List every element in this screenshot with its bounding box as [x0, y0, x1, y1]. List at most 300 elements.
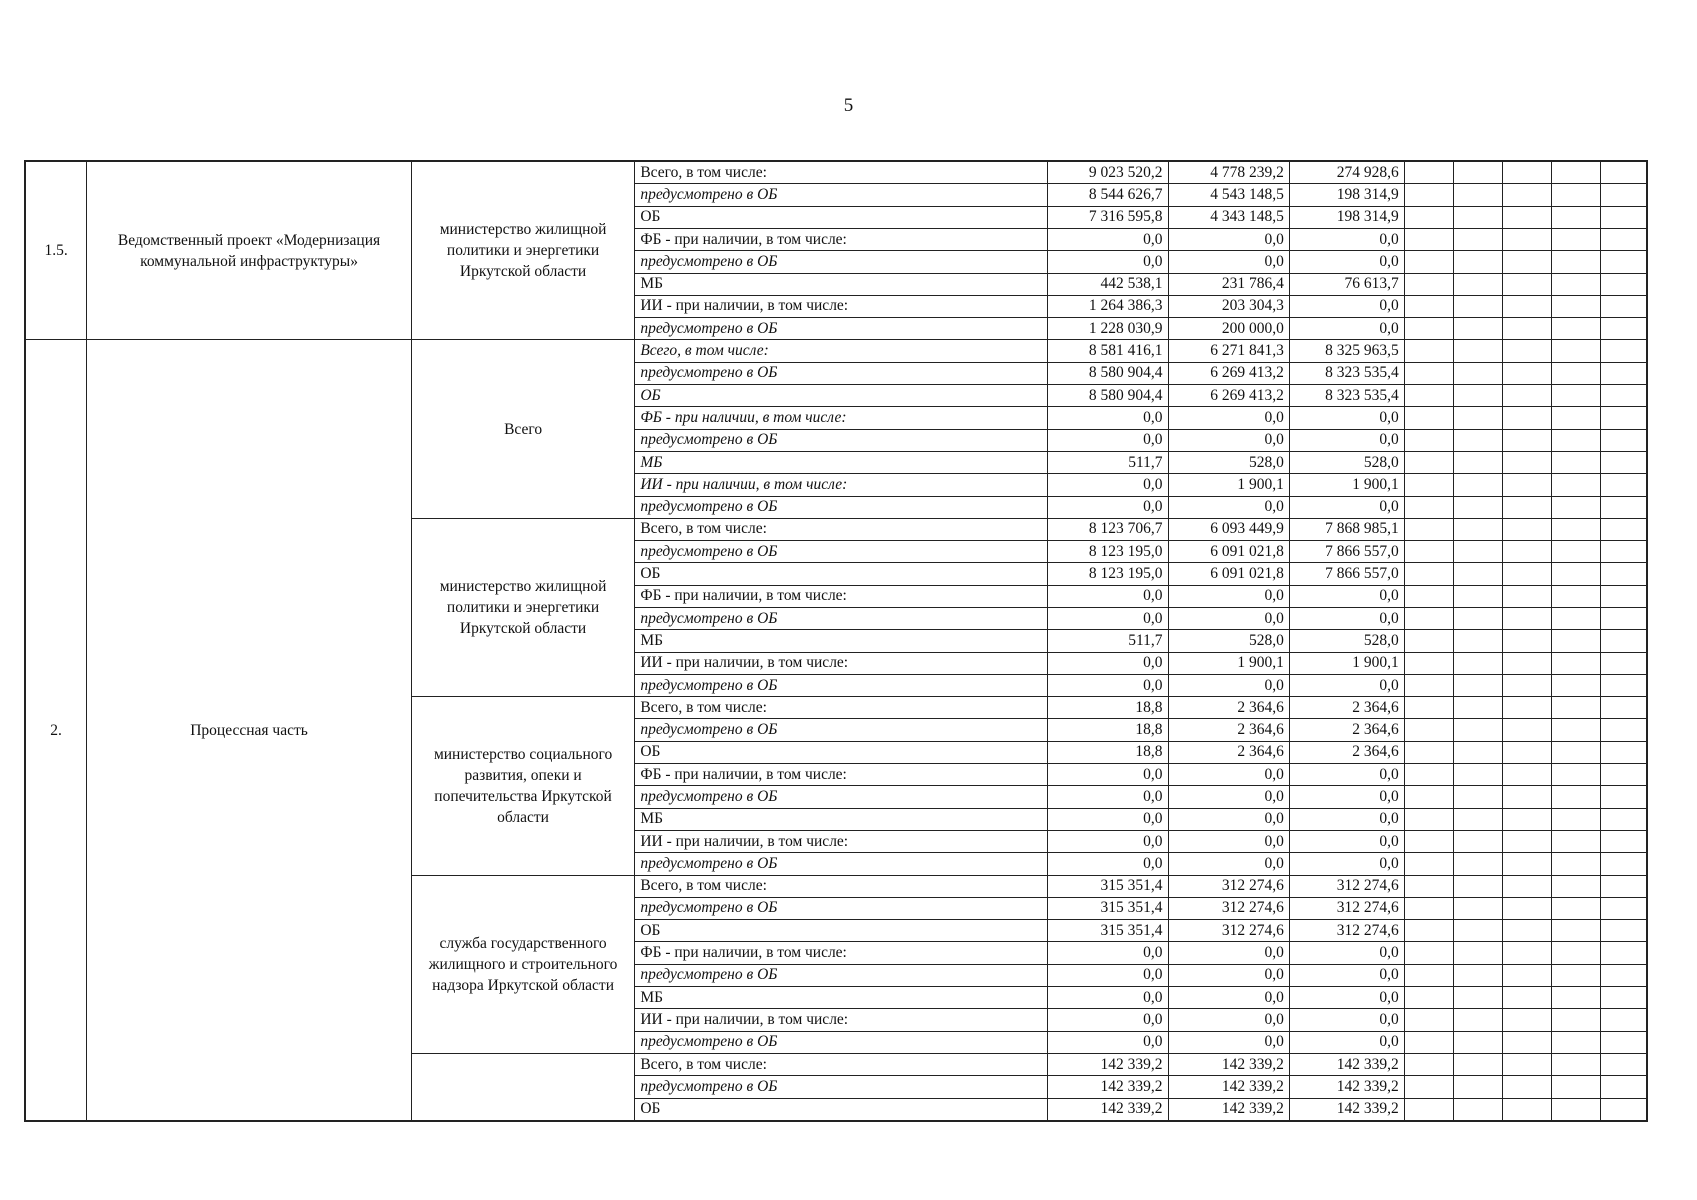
empty-cell [1453, 741, 1502, 763]
amount-year-1: 8 580 904,4 [1048, 385, 1168, 407]
amount-year-3: 0,0 [1289, 228, 1404, 250]
amount-year-3: 1 900,1 [1289, 652, 1404, 674]
amount-year-1: 0,0 [1048, 1009, 1168, 1031]
empty-cell [1600, 385, 1647, 407]
empty-cell [1502, 206, 1551, 228]
funding-source-label: МБ [635, 630, 1048, 652]
empty-cell [1453, 340, 1502, 362]
funding-source-label: предусмотрено в ОБ [635, 1076, 1048, 1098]
empty-cell [1453, 674, 1502, 696]
empty-cell [1453, 429, 1502, 451]
empty-cell [1404, 184, 1453, 206]
amount-year-3: 142 339,2 [1289, 1076, 1404, 1098]
empty-cell [1600, 251, 1647, 273]
empty-cell [1600, 741, 1647, 763]
empty-cell [1453, 228, 1502, 250]
amount-year-1: 18,8 [1048, 719, 1168, 741]
funding-source-label: ОБ [635, 741, 1048, 763]
funding-source-label: ФБ - при наличии, в том числе: [635, 942, 1048, 964]
amount-year-1: 0,0 [1048, 830, 1168, 852]
empty-cell [1453, 920, 1502, 942]
amount-year-3: 528,0 [1289, 630, 1404, 652]
amount-year-3: 7 868 985,1 [1289, 518, 1404, 540]
amount-year-1: 511,7 [1048, 451, 1168, 473]
empty-cell [1453, 206, 1502, 228]
empty-cell [1404, 518, 1453, 540]
amount-year-3: 0,0 [1289, 786, 1404, 808]
funding-source-label: Всего, в том числе: [635, 875, 1048, 897]
amount-year-2: 142 339,2 [1168, 1098, 1289, 1121]
amount-year-2: 2 364,6 [1168, 697, 1289, 719]
amount-year-2: 312 274,6 [1168, 920, 1289, 942]
amount-year-1: 0,0 [1048, 585, 1168, 607]
funding-source-label: ИИ - при наличии, в том числе: [635, 295, 1048, 317]
empty-cell [1404, 741, 1453, 763]
empty-cell [1502, 228, 1551, 250]
empty-cell [1502, 451, 1551, 473]
empty-cell [1502, 897, 1551, 919]
amount-year-3: 0,0 [1289, 251, 1404, 273]
empty-cell [1453, 630, 1502, 652]
amount-year-2: 0,0 [1168, 429, 1289, 451]
funding-source-label: предусмотрено в ОБ [635, 674, 1048, 696]
empty-cell [1551, 474, 1600, 496]
empty-cell [1600, 1009, 1647, 1031]
empty-cell [1404, 228, 1453, 250]
funding-source-label: Всего, в том числе: [635, 340, 1048, 362]
empty-cell [1404, 429, 1453, 451]
empty-cell [1404, 1053, 1453, 1075]
amount-year-1: 0,0 [1048, 674, 1168, 696]
empty-cell [1453, 1009, 1502, 1031]
amount-year-1: 0,0 [1048, 786, 1168, 808]
amount-year-3: 2 364,6 [1289, 741, 1404, 763]
empty-cell [1502, 541, 1551, 563]
empty-cell [1551, 630, 1600, 652]
empty-cell [1404, 251, 1453, 273]
empty-cell [1404, 697, 1453, 719]
funding-source-label: предусмотрено в ОБ [635, 853, 1048, 875]
empty-cell [1404, 1031, 1453, 1053]
amount-year-3: 7 866 557,0 [1289, 541, 1404, 563]
empty-cell [1502, 830, 1551, 852]
empty-cell [1600, 808, 1647, 830]
empty-cell [1404, 719, 1453, 741]
amount-year-3: 0,0 [1289, 808, 1404, 830]
amount-year-3: 274 928,6 [1289, 161, 1404, 184]
amount-year-3: 76 613,7 [1289, 273, 1404, 295]
empty-cell [1453, 251, 1502, 273]
amount-year-2: 203 304,3 [1168, 295, 1289, 317]
amount-year-3: 7 866 557,0 [1289, 563, 1404, 585]
empty-cell [1600, 429, 1647, 451]
funding-source-label: ФБ - при наличии, в том числе: [635, 407, 1048, 429]
empty-cell [1551, 942, 1600, 964]
empty-cell [1453, 518, 1502, 540]
amount-year-2: 6 093 449,9 [1168, 518, 1289, 540]
empty-cell [1551, 920, 1600, 942]
empty-cell [1600, 474, 1647, 496]
empty-cell [1600, 764, 1647, 786]
empty-cell [1551, 407, 1600, 429]
funding-source-label: ИИ - при наличии, в том числе: [635, 474, 1048, 496]
amount-year-3: 0,0 [1289, 295, 1404, 317]
empty-cell [1551, 184, 1600, 206]
amount-year-1: 9 023 520,2 [1048, 161, 1168, 184]
empty-cell [1600, 987, 1647, 1009]
empty-cell [1551, 674, 1600, 696]
amount-year-1: 511,7 [1048, 630, 1168, 652]
amount-year-1: 0,0 [1048, 228, 1168, 250]
amount-year-2: 200 000,0 [1168, 318, 1289, 340]
funding-source-label: ОБ [635, 563, 1048, 585]
empty-cell [1502, 340, 1551, 362]
empty-cell [1551, 1009, 1600, 1031]
empty-cell [1453, 184, 1502, 206]
amount-year-2: 6 091 021,8 [1168, 563, 1289, 585]
empty-cell [1453, 1076, 1502, 1098]
empty-cell [1404, 541, 1453, 563]
amount-year-3: 2 364,6 [1289, 697, 1404, 719]
amount-year-1: 0,0 [1048, 853, 1168, 875]
funding-source-label: Всего, в том числе: [635, 1053, 1048, 1075]
empty-cell [1404, 853, 1453, 875]
empty-cell [1453, 451, 1502, 473]
empty-cell [1551, 719, 1600, 741]
amount-year-1: 0,0 [1048, 251, 1168, 273]
empty-cell [1551, 786, 1600, 808]
funding-source-label: ИИ - при наличии, в том числе: [635, 830, 1048, 852]
empty-cell [1502, 1076, 1551, 1098]
amount-year-3: 528,0 [1289, 451, 1404, 473]
empty-cell [1551, 897, 1600, 919]
empty-cell [1502, 563, 1551, 585]
empty-cell [1502, 385, 1551, 407]
empty-cell [1600, 496, 1647, 518]
funding-source-label: МБ [635, 451, 1048, 473]
empty-cell [1404, 206, 1453, 228]
amount-year-2: 2 364,6 [1168, 741, 1289, 763]
empty-cell [1453, 585, 1502, 607]
empty-cell [1600, 1098, 1647, 1121]
funding-source-label: ФБ - при наличии, в том числе: [635, 764, 1048, 786]
empty-cell [1600, 875, 1647, 897]
funding-source-label: предусмотрено в ОБ [635, 496, 1048, 518]
amount-year-1: 315 351,4 [1048, 897, 1168, 919]
amount-year-3: 0,0 [1289, 764, 1404, 786]
amount-year-2: 142 339,2 [1168, 1053, 1289, 1075]
empty-cell [1502, 741, 1551, 763]
empty-cell [1600, 630, 1647, 652]
amount-year-1: 0,0 [1048, 808, 1168, 830]
empty-cell [1453, 407, 1502, 429]
empty-cell [1453, 987, 1502, 1009]
empty-cell [1502, 964, 1551, 986]
empty-cell [1502, 607, 1551, 629]
empty-cell [1600, 161, 1647, 184]
amount-year-1: 0,0 [1048, 987, 1168, 1009]
empty-cell [1551, 830, 1600, 852]
amount-year-1: 0,0 [1048, 607, 1168, 629]
empty-cell [1453, 474, 1502, 496]
amount-year-2: 4 543 148,5 [1168, 184, 1289, 206]
amount-year-3: 312 274,6 [1289, 897, 1404, 919]
amount-year-2: 0,0 [1168, 764, 1289, 786]
amount-year-3: 0,0 [1289, 607, 1404, 629]
empty-cell [1404, 830, 1453, 852]
empty-cell [1600, 585, 1647, 607]
amount-year-3: 0,0 [1289, 853, 1404, 875]
empty-cell [1404, 161, 1453, 184]
amount-year-2: 312 274,6 [1168, 875, 1289, 897]
empty-cell [1600, 607, 1647, 629]
empty-cell [1600, 273, 1647, 295]
amount-year-1: 18,8 [1048, 741, 1168, 763]
funding-source-label: предусмотрено в ОБ [635, 362, 1048, 384]
funding-source-label: предусмотрено в ОБ [635, 184, 1048, 206]
empty-cell [1551, 1076, 1600, 1098]
executor-cell: служба государственного жилищного и строительного надзора Иркутской области [411, 875, 635, 1053]
amount-year-2: 6 269 413,2 [1168, 362, 1289, 384]
amount-year-2: 0,0 [1168, 407, 1289, 429]
empty-cell [1404, 362, 1453, 384]
funding-source-label: предусмотрено в ОБ [635, 786, 1048, 808]
amount-year-2: 0,0 [1168, 1009, 1289, 1031]
empty-cell [1551, 853, 1600, 875]
empty-cell [1502, 496, 1551, 518]
amount-year-2: 2 364,6 [1168, 719, 1289, 741]
amount-year-1: 442 538,1 [1048, 273, 1168, 295]
empty-cell [1551, 1031, 1600, 1053]
amount-year-3: 198 314,9 [1289, 184, 1404, 206]
amount-year-1: 0,0 [1048, 964, 1168, 986]
section-title: Ведомственный проект «Модернизация коммунальной инфраструктуры» [87, 161, 412, 340]
funding-source-label: ОБ [635, 385, 1048, 407]
empty-cell [1502, 808, 1551, 830]
funding-source-label: предусмотрено в ОБ [635, 897, 1048, 919]
amount-year-3: 0,0 [1289, 987, 1404, 1009]
empty-cell [1453, 541, 1502, 563]
empty-cell [1453, 697, 1502, 719]
empty-cell [1600, 518, 1647, 540]
empty-cell [1600, 451, 1647, 473]
empty-cell [1404, 563, 1453, 585]
amount-year-1: 8 123 195,0 [1048, 563, 1168, 585]
funding-source-label: Всего, в том числе: [635, 161, 1048, 184]
empty-cell [1502, 987, 1551, 1009]
empty-cell [1600, 318, 1647, 340]
empty-cell [1551, 318, 1600, 340]
amount-year-1: 0,0 [1048, 1031, 1168, 1053]
funding-source-label: предусмотрено в ОБ [635, 964, 1048, 986]
empty-cell [1404, 764, 1453, 786]
funding-source-label: предусмотрено в ОБ [635, 607, 1048, 629]
empty-cell [1453, 161, 1502, 184]
amount-year-3: 0,0 [1289, 496, 1404, 518]
empty-cell [1502, 585, 1551, 607]
amount-year-2: 0,0 [1168, 496, 1289, 518]
amount-year-2: 0,0 [1168, 251, 1289, 273]
empty-cell [1453, 273, 1502, 295]
empty-cell [1404, 1098, 1453, 1121]
funding-source-label: предусмотрено в ОБ [635, 719, 1048, 741]
amount-year-2: 312 274,6 [1168, 897, 1289, 919]
empty-cell [1453, 786, 1502, 808]
empty-cell [1502, 251, 1551, 273]
empty-cell [1404, 385, 1453, 407]
empty-cell [1551, 563, 1600, 585]
empty-cell [1502, 786, 1551, 808]
empty-cell [1551, 585, 1600, 607]
amount-year-3: 2 364,6 [1289, 719, 1404, 741]
empty-cell [1404, 1076, 1453, 1098]
page-number: 5 [843, 95, 854, 116]
amount-year-3: 0,0 [1289, 1031, 1404, 1053]
funding-source-label: ОБ [635, 206, 1048, 228]
amount-year-1: 8 123 706,7 [1048, 518, 1168, 540]
empty-cell [1551, 764, 1600, 786]
empty-cell [1502, 518, 1551, 540]
amount-year-1: 8 580 904,4 [1048, 362, 1168, 384]
empty-cell [1551, 697, 1600, 719]
empty-cell [1600, 228, 1647, 250]
budget-table [24, 160, 1648, 1122]
funding-source-label: предусмотрено в ОБ [635, 429, 1048, 451]
empty-cell [1453, 1053, 1502, 1075]
funding-source-label: предусмотрено в ОБ [635, 251, 1048, 273]
amount-year-2: 0,0 [1168, 585, 1289, 607]
funding-source-label: Всего, в том числе: [635, 697, 1048, 719]
empty-cell [1404, 273, 1453, 295]
amount-year-2: 0,0 [1168, 1031, 1289, 1053]
amount-year-2: 0,0 [1168, 853, 1289, 875]
empty-cell [1453, 607, 1502, 629]
empty-cell [1551, 1053, 1600, 1075]
empty-cell [1551, 273, 1600, 295]
amount-year-2: 0,0 [1168, 830, 1289, 852]
funding-source-label: Всего, в том числе: [635, 518, 1048, 540]
empty-cell [1502, 184, 1551, 206]
funding-source-label: ИИ - при наличии, в том числе: [635, 1009, 1048, 1031]
amount-year-2: 4 343 148,5 [1168, 206, 1289, 228]
amount-year-3: 0,0 [1289, 830, 1404, 852]
amount-year-1: 7 316 595,8 [1048, 206, 1168, 228]
empty-cell [1404, 964, 1453, 986]
empty-cell [1404, 1009, 1453, 1031]
amount-year-1: 142 339,2 [1048, 1076, 1168, 1098]
funding-source-label: МБ [635, 987, 1048, 1009]
amount-year-2: 1 900,1 [1168, 474, 1289, 496]
empty-cell [1502, 273, 1551, 295]
amount-year-2: 0,0 [1168, 942, 1289, 964]
amount-year-2: 0,0 [1168, 786, 1289, 808]
empty-cell [1502, 407, 1551, 429]
amount-year-3: 0,0 [1289, 407, 1404, 429]
empty-cell [1453, 318, 1502, 340]
amount-year-1: 0,0 [1048, 429, 1168, 451]
funding-source-label: ФБ - при наличии, в том числе: [635, 228, 1048, 250]
empty-cell [1502, 474, 1551, 496]
amount-year-1: 18,8 [1048, 697, 1168, 719]
empty-cell [1502, 920, 1551, 942]
amount-year-2: 528,0 [1168, 451, 1289, 473]
empty-cell [1600, 541, 1647, 563]
section-title: Процессная часть [87, 340, 412, 1121]
empty-cell [1404, 920, 1453, 942]
funding-source-label: ФБ - при наличии, в том числе: [635, 585, 1048, 607]
amount-year-1: 142 339,2 [1048, 1098, 1168, 1121]
amount-year-2: 6 269 413,2 [1168, 385, 1289, 407]
empty-cell [1502, 429, 1551, 451]
amount-year-1: 0,0 [1048, 407, 1168, 429]
empty-cell [1551, 340, 1600, 362]
empty-cell [1404, 897, 1453, 919]
funding-source-label: МБ [635, 808, 1048, 830]
empty-cell [1600, 786, 1647, 808]
empty-cell [1453, 295, 1502, 317]
empty-cell [1404, 630, 1453, 652]
empty-cell [1453, 719, 1502, 741]
executor-cell: министерство социального развития, опеки и попечительства Иркутской области [411, 697, 635, 875]
amount-year-2: 0,0 [1168, 228, 1289, 250]
empty-cell [1551, 987, 1600, 1009]
empty-cell [1502, 1031, 1551, 1053]
empty-cell [1551, 385, 1600, 407]
executor-cell [411, 1053, 635, 1121]
amount-year-1: 0,0 [1048, 474, 1168, 496]
amount-year-2: 0,0 [1168, 607, 1289, 629]
table-row [25, 340, 1647, 362]
empty-cell [1600, 1053, 1647, 1075]
empty-cell [1551, 228, 1600, 250]
empty-cell [1551, 496, 1600, 518]
empty-cell [1502, 1053, 1551, 1075]
amount-year-3: 1 900,1 [1289, 474, 1404, 496]
amount-year-1: 0,0 [1048, 652, 1168, 674]
empty-cell [1502, 942, 1551, 964]
funding-source-label: ОБ [635, 1098, 1048, 1121]
empty-cell [1404, 585, 1453, 607]
empty-cell [1404, 652, 1453, 674]
amount-year-3: 142 339,2 [1289, 1053, 1404, 1075]
empty-cell [1551, 518, 1600, 540]
amount-year-2: 0,0 [1168, 808, 1289, 830]
empty-cell [1404, 318, 1453, 340]
amount-year-2: 0,0 [1168, 964, 1289, 986]
empty-cell [1453, 764, 1502, 786]
empty-cell [1453, 808, 1502, 830]
empty-cell [1600, 674, 1647, 696]
amount-year-3: 8 323 535,4 [1289, 362, 1404, 384]
amount-year-1: 8 544 626,7 [1048, 184, 1168, 206]
empty-cell [1600, 206, 1647, 228]
empty-cell [1404, 987, 1453, 1009]
empty-cell [1404, 340, 1453, 362]
empty-cell [1453, 830, 1502, 852]
empty-cell [1600, 184, 1647, 206]
empty-cell [1551, 875, 1600, 897]
empty-cell [1453, 496, 1502, 518]
empty-cell [1551, 741, 1600, 763]
empty-cell [1453, 853, 1502, 875]
amount-year-2: 231 786,4 [1168, 273, 1289, 295]
empty-cell [1502, 697, 1551, 719]
section-number: 1.5. [25, 161, 87, 340]
empty-cell [1600, 295, 1647, 317]
empty-cell [1404, 607, 1453, 629]
funding-source-label: предусмотрено в ОБ [635, 318, 1048, 340]
empty-cell [1551, 295, 1600, 317]
